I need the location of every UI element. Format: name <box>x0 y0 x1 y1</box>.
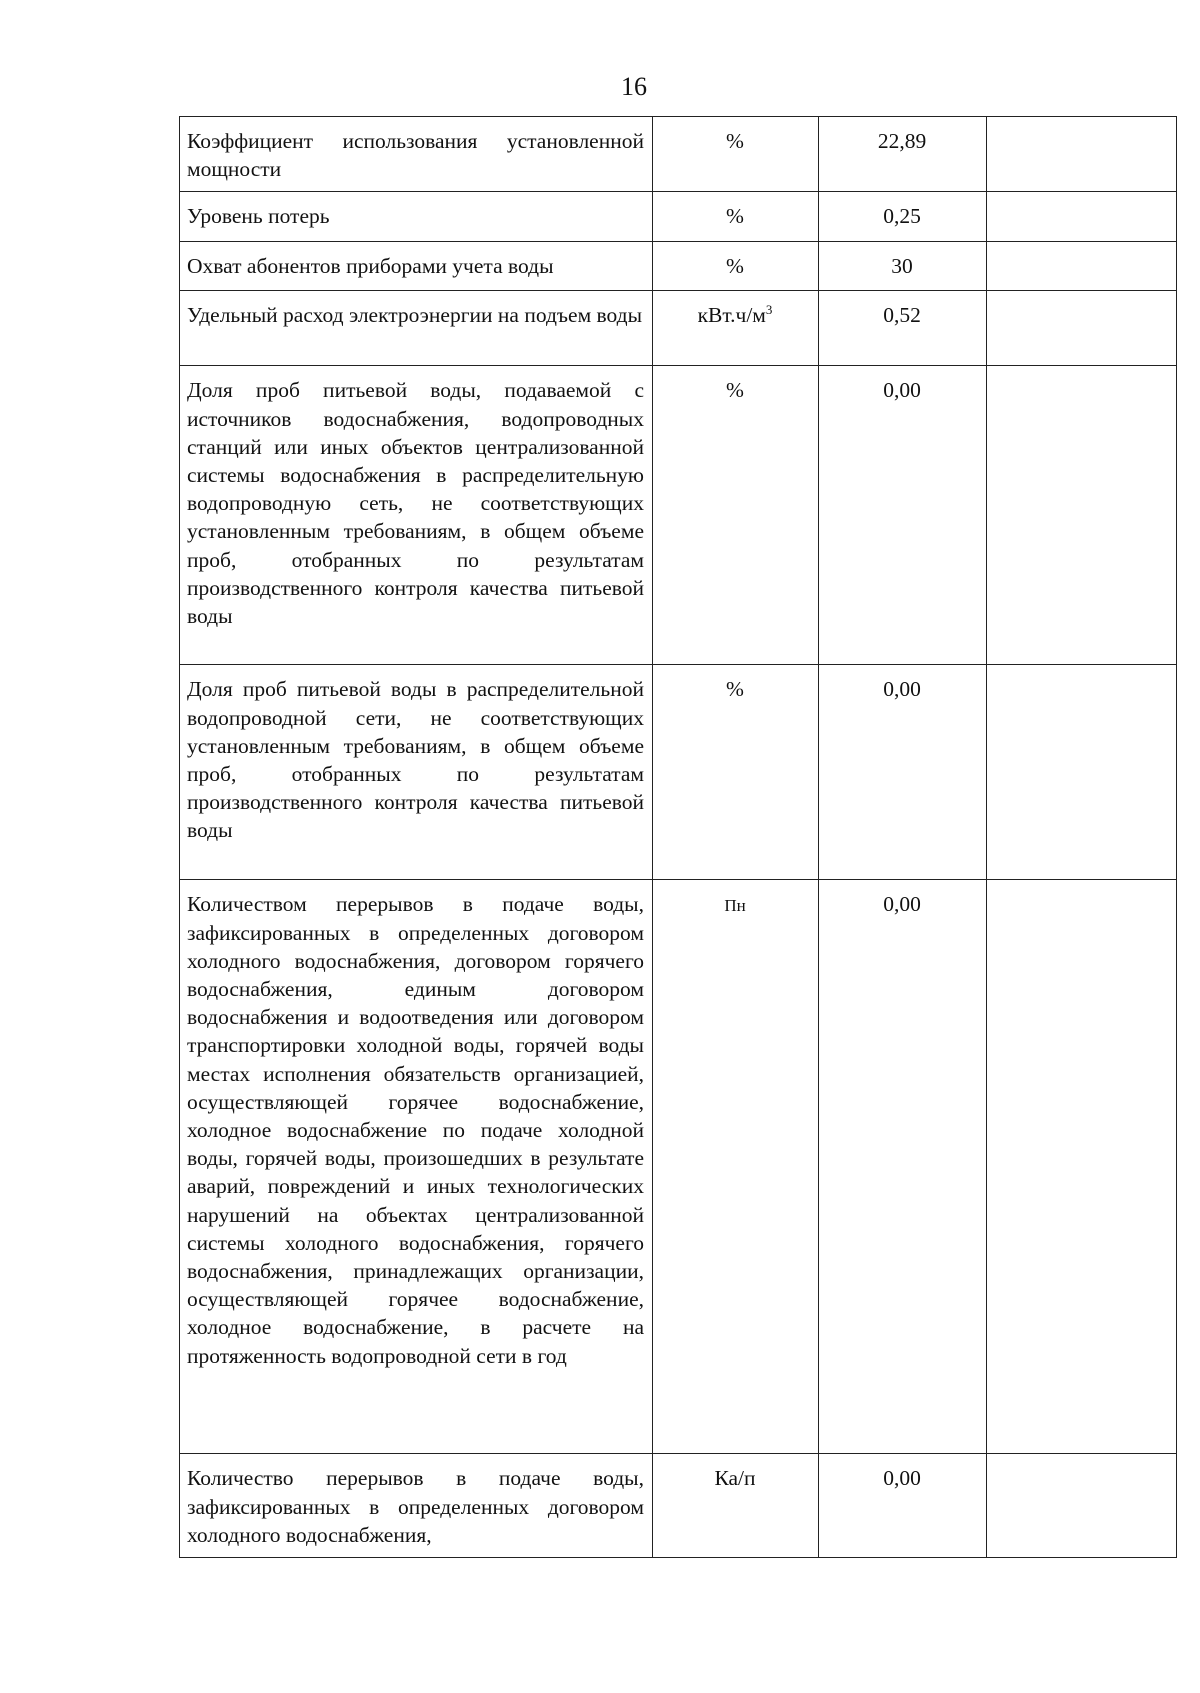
indicator-value: 0,52 <box>819 291 987 366</box>
indicator-note <box>987 117 1177 192</box>
indicator-note <box>987 192 1177 242</box>
indicator-note <box>987 291 1177 366</box>
unit-base: кВт.ч/м <box>697 303 766 328</box>
indicator-unit <box>653 291 819 366</box>
indicator-unit: % <box>653 366 819 665</box>
indicator-value: 0,25 <box>819 192 987 242</box>
table-row <box>180 665 1177 880</box>
indicator-value: 30 <box>819 242 987 291</box>
indicator-unit: % <box>653 242 819 291</box>
indicator-unit: Ка/п <box>653 1454 819 1558</box>
page-number: 16 <box>621 72 647 101</box>
indicator-name: Доля проб питьевой воды в распределительной водопроводной сети, не соответствующих установленным требованиям, в общем объеме проб, отобранных по результатам производственного контроля качества питьевой воды <box>180 665 653 880</box>
indicator-value: 0,00 <box>819 880 987 1454</box>
indicator-unit: % <box>653 665 819 880</box>
table-row <box>180 117 1177 192</box>
table-row <box>180 192 1177 242</box>
indicator-note <box>987 880 1177 1454</box>
indicator-unit <box>653 880 819 1454</box>
table-row <box>180 242 1177 291</box>
indicator-note <box>987 665 1177 880</box>
indicator-note <box>987 366 1177 665</box>
indicators-table <box>179 116 1177 1558</box>
indicator-value: 0,00 <box>819 1454 987 1558</box>
table-row <box>180 291 1177 366</box>
indicator-note <box>987 242 1177 291</box>
indicator-unit: % <box>653 192 819 242</box>
indicator-name: Количеством перерывов в подаче воды, зафиксированных в определенных договором холодного водоснабжения, договором горячего водоснабжения, единым договором водоснабжения и водоотведения или договором транспортировки холодной воды, горячей воды местах исполнения обязательств организацией, осуществляющей горячее водоснабжение, холодное водоснабжение по подаче холодной воды, горячей воды, произошедших в результате аварий, повреждений и иных технологических нарушений на объектах централизованной системы холодного водоснабжения, горячего водоснабжения, принадлежащих организации, осуществляющей горячее водоснабжение, холодное водоснабжение, в расчете на протяженность водопроводной сети в год <box>180 880 653 1454</box>
indicator-name: Охват абонентов приборами учета воды <box>180 242 653 291</box>
indicator-unit: % <box>653 117 819 192</box>
indicator-name: Коэффициент использования установленной мощности <box>180 117 653 192</box>
indicator-name: Доля проб питьевой воды, подаваемой с источников водоснабжения, водопроводных станций или иных объектов централизованной системы водоснабжения в распределительную водопроводную сеть, не соответствующих установленным требованиям, в общем объеме проб, отобранных по результатам производственного контроля качества питьевой воды <box>180 366 653 665</box>
indicator-value: 0,00 <box>819 665 987 880</box>
unit-superscript: 3 <box>765 302 773 318</box>
unit-label: Пн <box>724 896 746 916</box>
indicator-value: 22,89 <box>819 117 987 192</box>
table-row <box>180 880 1177 1454</box>
indicator-value: 0,00 <box>819 366 987 665</box>
table-row <box>180 366 1177 665</box>
indicator-name: Количество перерывов в подаче воды, зафиксированных в определенных договором холодного водоснабжения, <box>180 1454 653 1558</box>
indicator-name: Удельный расход электроэнергии на подъем воды <box>180 291 653 366</box>
indicator-note <box>987 1454 1177 1558</box>
table-row <box>180 1454 1177 1558</box>
indicator-name: Уровень потерь <box>180 192 653 242</box>
